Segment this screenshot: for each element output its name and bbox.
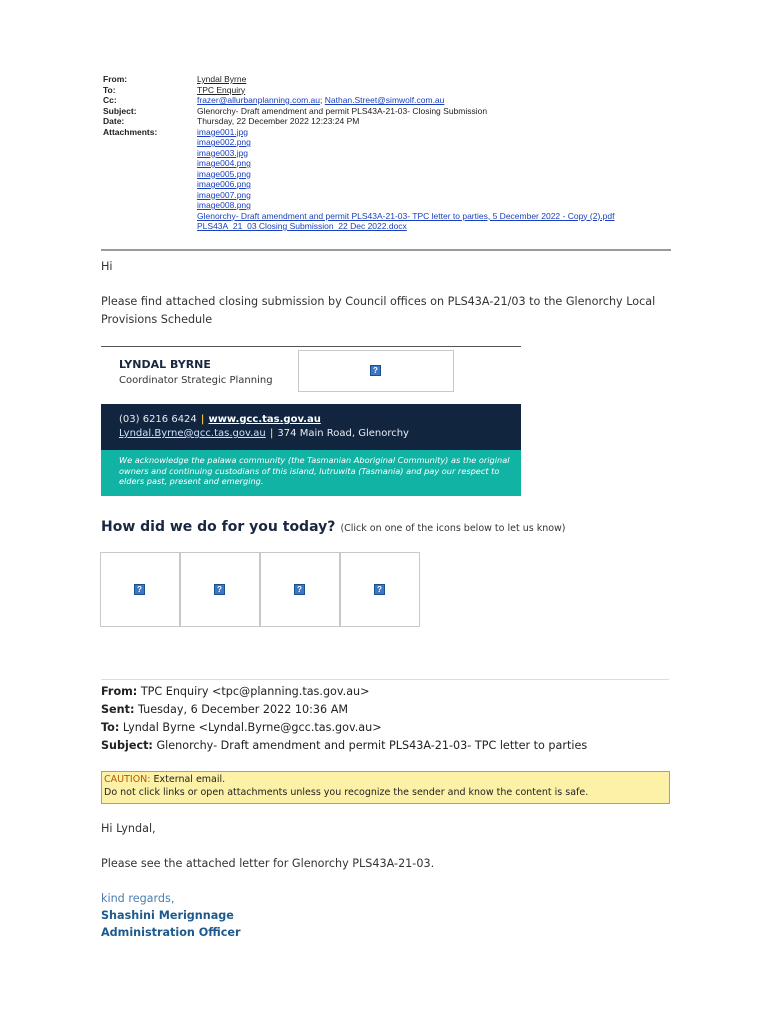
forwarded-to-value: Lyndal Byrne <Lyndal.Byrne@gcc.tas.gov.au> xyxy=(122,721,382,734)
contact-separator: | xyxy=(269,428,274,439)
attachment-link[interactable]: image002.png xyxy=(197,137,251,147)
logo-image-placeholder xyxy=(298,350,454,392)
rating-option[interactable] xyxy=(100,552,180,627)
attachment-link[interactable]: image008.png xyxy=(197,200,251,210)
broken-image-icon: ? xyxy=(214,584,225,595)
cc-label: Cc: xyxy=(103,95,117,105)
from-link[interactable]: Lyndal Byrne xyxy=(197,74,247,84)
attachments-row xyxy=(103,127,614,232)
greeting: Hi xyxy=(101,260,113,273)
message-line-2: Provisions Schedule xyxy=(101,313,213,326)
forwarded-sent xyxy=(101,701,587,719)
cc-values xyxy=(197,95,444,106)
cc-link-1[interactable]: frazer@allurbanplanning.com.au xyxy=(197,95,320,105)
phone-number: (03) 6216 6424 xyxy=(119,414,197,425)
reply-greeting: Hi Lyndal, xyxy=(101,822,156,835)
attachment-link[interactable]: image007.png xyxy=(197,189,251,200)
subject-value: Glenorchy- Draft amendment and permit PLS43A-21-03- Closing Submission xyxy=(197,105,488,116)
forwarded-to xyxy=(101,719,587,737)
forwarded-subject-value: Glenorchy- Draft amendment and permit PLS43A-21-03- TPC letter to parties xyxy=(156,739,588,752)
attachments-list xyxy=(197,127,614,232)
caution-label: CAUTION: xyxy=(104,774,151,785)
feedback-heading: How did we do for you today? xyxy=(101,519,336,535)
attachment-link[interactable]: PLS43A_21_03 Closing Submission_22 Dec 2022.docx xyxy=(197,221,407,231)
forwarded-from xyxy=(101,683,587,701)
date-label: Date: xyxy=(103,116,125,126)
attachment-link[interactable]: Glenorchy- Draft amendment and permit PLS43A-21-03- TPC letter to parties, 5 December 2022 - Copy (2).pdf xyxy=(197,210,615,221)
broken-image-icon: ? xyxy=(294,584,305,595)
attachment-link[interactable]: image003.jpg xyxy=(197,147,249,158)
forward-divider xyxy=(101,679,669,680)
forwarded-header xyxy=(101,683,587,755)
signature-title: Coordinator Strategic Planning xyxy=(119,375,273,386)
signature-name: LYNDAL BYRNE xyxy=(119,358,211,371)
forwarded-sent-label: Sent: xyxy=(101,703,135,716)
from-label: From: xyxy=(103,74,128,84)
broken-image-icon: ? xyxy=(370,365,381,376)
sender-title: Administration Officer xyxy=(101,926,241,939)
attachment-link[interactable]: image005.png xyxy=(197,168,251,179)
cc-link-2[interactable]: Nathan.Street@simwolf.com.au xyxy=(324,95,445,105)
broken-image-icon: ? xyxy=(374,584,385,595)
caution-banner xyxy=(101,771,670,804)
message-body xyxy=(101,293,655,329)
contact-line-1 xyxy=(119,414,321,425)
forwarded-sent-value: Tuesday, 6 December 2022 10:36 AM xyxy=(138,703,348,716)
forwarded-subject xyxy=(101,737,587,755)
forwarded-from-value: TPC Enquiry <tpc@planning.tas.gov.au> xyxy=(140,685,370,698)
header-divider xyxy=(101,249,671,251)
email-link[interactable]: Lyndal.Byrne@gcc.tas.gov.au xyxy=(119,428,266,439)
rating-option[interactable] xyxy=(340,552,420,627)
email-header xyxy=(103,74,614,232)
acknowledgement-banner xyxy=(101,450,521,496)
caution-line-2: Do not click links or open attachments unless you recognize the sender and know the content is safe. xyxy=(104,787,589,798)
website-link[interactable]: www.gcc.tas.gov.au xyxy=(208,414,321,425)
forwarded-subject-label: Subject: xyxy=(101,739,153,752)
cc-row xyxy=(103,95,614,106)
to-label: To: xyxy=(103,84,116,95)
attachment-link[interactable]: image004.png xyxy=(197,158,251,168)
rating-option[interactable] xyxy=(260,552,340,627)
cc-separator: ; xyxy=(319,95,323,105)
signature-divider xyxy=(101,346,521,347)
contact-separator: | xyxy=(200,414,205,425)
caution-line-1-text: External email. xyxy=(153,774,226,785)
reply-regards: kind regards, xyxy=(101,892,175,905)
contact-line-2 xyxy=(119,428,409,439)
attachments-label: Attachments: xyxy=(103,126,158,137)
caution-line-1 xyxy=(104,773,667,786)
subject-row xyxy=(103,106,614,117)
forwarded-to-label: To: xyxy=(101,721,120,734)
attachment-link[interactable]: image001.jpg xyxy=(197,126,249,137)
date-value: Thursday, 22 December 2022 12:23:24 PM xyxy=(197,116,360,126)
sender-name: Shashini Merignnage xyxy=(101,909,234,922)
to-link[interactable]: TPC Enquiry xyxy=(197,84,246,95)
feedback-prompt xyxy=(101,516,566,535)
feedback-hint: (Click on one of the icons below to let us know) xyxy=(340,523,566,534)
reply-message: Please see the attached letter for Glenorchy PLS43A-21-03. xyxy=(101,857,435,870)
contact-banner xyxy=(101,404,521,450)
attachment-link[interactable]: image006.png xyxy=(197,179,251,189)
address: 374 Main Road, Glenorchy xyxy=(277,428,409,439)
broken-image-icon: ? xyxy=(134,584,145,595)
forwarded-from-label: From: xyxy=(101,685,138,698)
from-row xyxy=(103,74,614,85)
rating-option[interactable] xyxy=(180,552,260,627)
date-row xyxy=(103,116,614,127)
to-row xyxy=(103,85,614,96)
message-line-1: Please find attached closing submission by Council offices on PLS43A-21/03 to the Glenorchy Local xyxy=(101,295,656,308)
subject-label: Subject: xyxy=(103,105,137,116)
acknowledgement-text: We acknowledge the palawa community (the Tasmanian Aboriginal Community) as the original owners and continuing custodians of this island, lutruwita (Tasmania) and pay our respect to elders past, present and emerging. xyxy=(119,455,510,486)
